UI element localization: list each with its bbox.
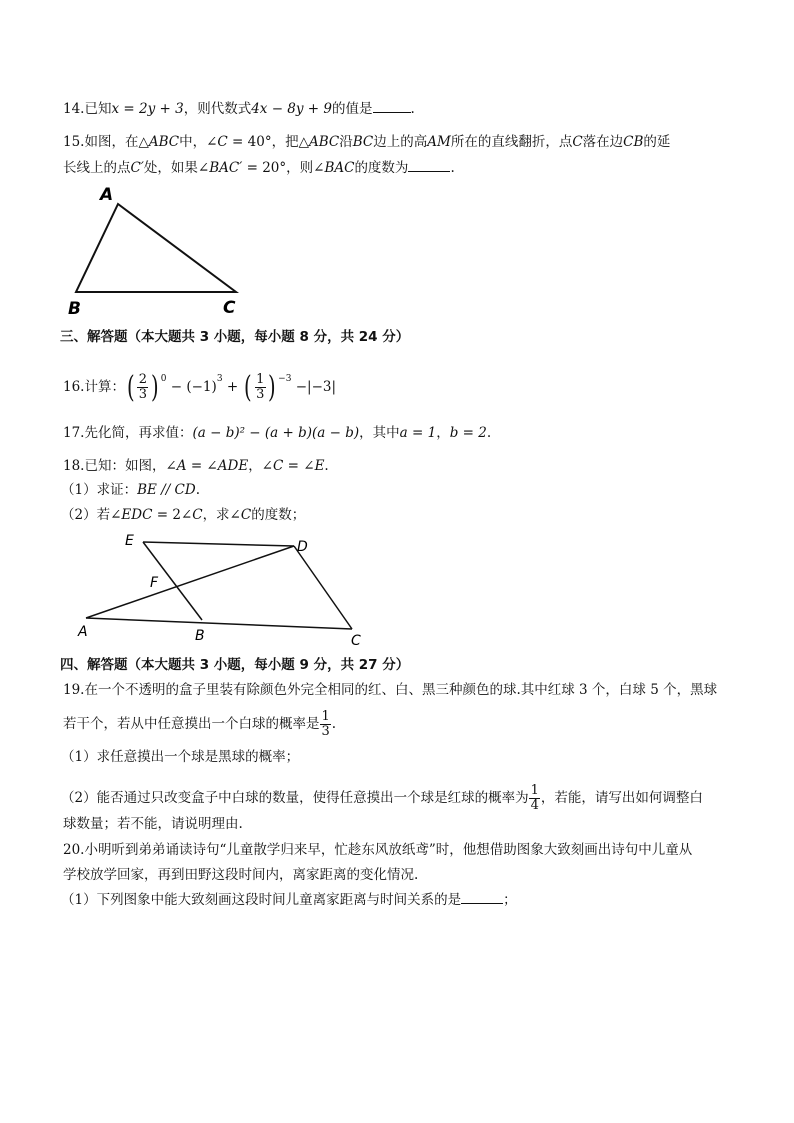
question-14: 14.已知x = 2y + 3，则代数式4x − 8y + 9的值是 . [63, 101, 415, 117]
question-18: 18.已知：如图，∠A = ∠ADE，∠C = ∠E. [63, 458, 329, 474]
question-15-line-1: 15.如图，在△ABC中，∠C = 40°，把△ABC沿BC边上的高AM所在的直线翻折，点C落在边CB的延 [63, 134, 671, 150]
question-15-line-2: 长线上的点C′处，如果∠BAC′ = 20°，则∠BAC的度数为 . [63, 160, 455, 176]
segment-ac [86, 618, 352, 629]
question-19-line-2: 若干个，若从中任意摸出一个白球的概率是 $\frac{1}{3}$ . [63, 709, 337, 739]
segment-dc [294, 546, 352, 629]
section-3-heading: 三、解答题（本大题共 3 小题，每小题 8 分，共 24 分） [60, 329, 410, 345]
segment-ad [86, 546, 294, 618]
question-19-part-2-cont: 球数量；若不能，请说明理由. [63, 816, 243, 832]
point-label-c: C [351, 633, 361, 649]
triangle-abc [76, 204, 236, 292]
question-18-part-1: （1）求证：BE // CD. [61, 482, 200, 498]
segment-ed [143, 542, 294, 546]
question-18-part-2: （2）若∠EDC = 2∠C，求∠C的度数； [61, 507, 306, 523]
point-label-e: E [125, 533, 134, 549]
point-label-d: D [297, 539, 308, 555]
point-label-f: F [150, 575, 159, 591]
vertex-label-a: A [100, 185, 114, 205]
question-16: 16.计算：( $\frac{2}{3}$ ) $^0 - (-1)^3$ + ( $\frac{1}{3}$ ) $^{-3}$ −|−3| [63, 369, 337, 405]
question-17: 17.先化简，再求值：(a − b)² − (a + b)(a − b)，其中a = 1，b = 2. [63, 425, 492, 441]
answer-blank[interactable] [373, 100, 411, 113]
vertex-label-b: B [68, 299, 81, 319]
point-label-a: A [78, 624, 88, 640]
question-20-part-1: （1）下列图象中能大致刻画这段时间儿童离家距离与时间关系的是 ； [61, 892, 517, 908]
question-20-line-2: 学校放学回家，再到田野这段时间内，离家距离的变化情况. [63, 867, 419, 883]
answer-blank[interactable] [461, 891, 503, 904]
triangle-figure [60, 180, 260, 320]
question-19-part-1: （1）求任意摸出一个球是黑球的概率； [61, 749, 300, 765]
answer-blank[interactable] [408, 159, 450, 172]
geometry-figure-18 [70, 530, 380, 654]
section-4-heading: 四、解答题（本大题共 3 小题，每小题 9 分，共 27 分） [60, 657, 410, 673]
point-label-b: B [195, 628, 205, 644]
question-19-part-2: （2）能否通过只改变盒子中白球的数量，使得任意摸出一个球是红球的概率为 $\frac{1}{4}$ ，若能，请写出如何调整白 [61, 783, 703, 813]
vertex-label-c: C [223, 298, 236, 318]
question-19-line-1: 19.在一个不透明的盒子里装有除颜色外完全相同的红、白、黑三种颜色的球.其中红球 3 个，白球 5 个，黑球 [63, 682, 718, 698]
question-20-line-1: 20.小明听到弟弟诵读诗句“儿童散学归来早，忙趁东风放纸鸢”时，他想借助图象大致刻画出诗句中儿童从 [63, 842, 693, 858]
